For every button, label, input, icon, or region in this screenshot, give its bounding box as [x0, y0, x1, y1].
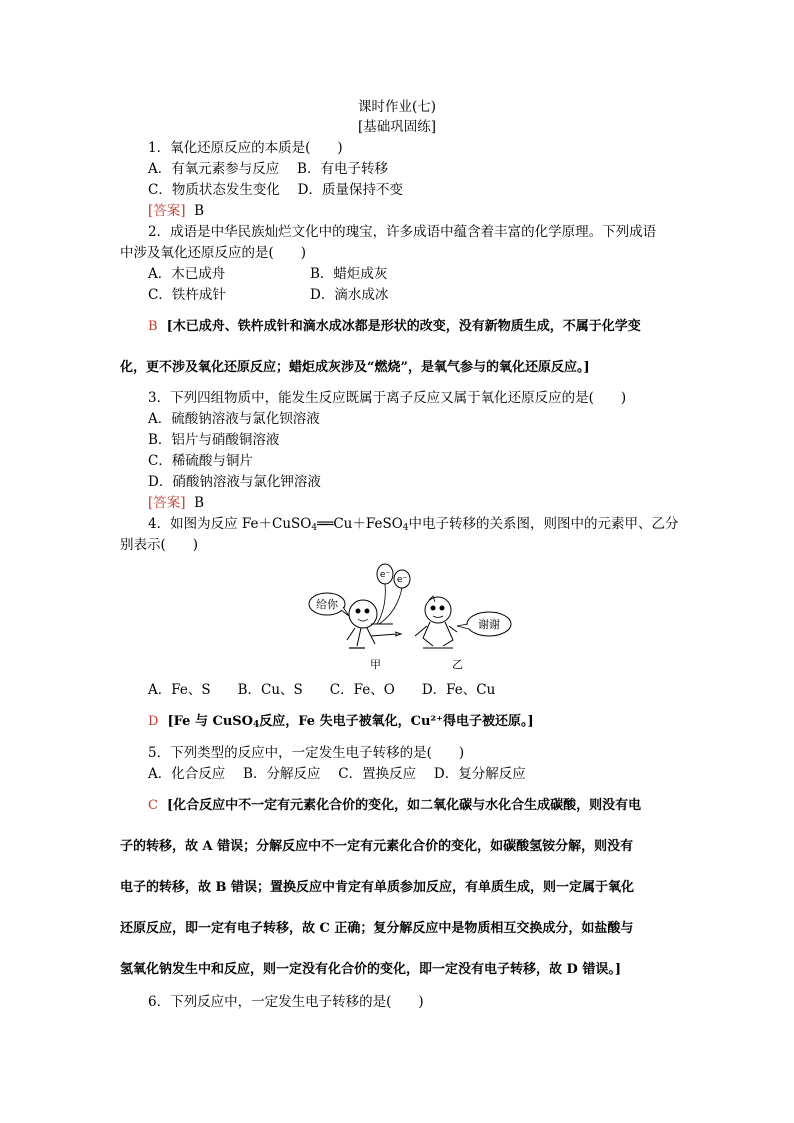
q5-explanation-line3: 电子的转移，故 B 错误；置换反应中肯定有单质参加反应，有单质生成，则一定属于氧化 — [120, 880, 635, 895]
q2-explanation-line2: 化，更不涉及氧化还原反应；蜡炬成灰涉及“燃烧”，是氧气参与的氧化还原反应。] — [120, 360, 590, 375]
q2-option-c: C．铁杵成针 — [148, 287, 226, 303]
answer-value: B — [194, 203, 205, 219]
svg-text:谢谢: 谢谢 — [478, 618, 500, 631]
speech-bubble-left — [309, 593, 349, 616]
q3-answer — [148, 494, 204, 512]
q5-answer: C — [148, 798, 158, 813]
answer-tag: [答案] — [148, 495, 186, 511]
q3-stem: 3．下列四组物质中，能发生反应既属于离子反应又属于氧化还原反应的是( ) — [148, 390, 627, 406]
electron-balloon-1 — [377, 564, 393, 584]
character-jia — [347, 600, 401, 648]
q5-explanation-line2: 子的转移，故 A 错误；分解反应中不一定有元素化合价的变化，如碳酸氢铵分解，则没有 — [120, 839, 634, 854]
q5-explanation-line1: C [化合反应中不一定有元素化合价的变化，如二氧化碳与水化合生成碳酸，则没有电 — [148, 798, 642, 813]
answer-tag: [答案] — [148, 203, 186, 219]
q1-stem: 1．氧化还原反应的本质是( ) — [148, 140, 343, 156]
q3-option-d: D．硝酸钠溶液与氯化钾溶液 — [148, 474, 321, 490]
page-title: 课时作业(七) — [357, 99, 437, 115]
q3-option-c: C．稀硫酸与铜片 — [148, 453, 253, 469]
svg-text:e⁻: e⁻ — [396, 575, 408, 585]
electron-transfer-figure — [305, 562, 515, 672]
q3-option-b: B．铝片与硝酸铜溶液 — [148, 432, 280, 448]
q2-answer: B — [148, 319, 158, 334]
q1-options-cd: C．物质状态发生变化 D．质量保持不变 — [148, 182, 403, 198]
speech-bubble-right — [457, 612, 511, 636]
q5-explanation-line5: 氢氧化钠发生中和反应，则一定没有化合价的变化，即一定没有电子转移，故 D 错误。] — [120, 962, 621, 977]
electron-balloon-2 — [394, 570, 410, 588]
q6-stem: 6．下列反应中，一定发生电子转移的是( ) — [148, 994, 424, 1010]
q4-options: A．Fe、S B．Cu、S C．Fe、O D．Fe、Cu — [148, 682, 496, 698]
q1-answer — [148, 202, 204, 220]
answer-value: B — [194, 495, 205, 511]
q5-explanation-line4: 还原反应，即一定有电子转移，故 C 正确；复分解反应中是物质相互交换成分，如盐酸与 — [120, 921, 634, 936]
q2-stem-line1: 2．成语是中华民族灿烂文化中的瑰宝，许多成语中蕴含着丰富的化学原理。下列成语 — [148, 224, 657, 240]
q2-stem-line2: 中涉及氧化还原反应的是( ) — [120, 245, 307, 261]
q5-stem: 5．下列类型的反应中，一定发生电子转移的是( ) — [148, 745, 465, 761]
character-yi — [415, 596, 457, 648]
label-jia: 甲 — [370, 658, 381, 671]
q2-explanation-line1: B [木已成舟、铁杵成针和滴水成冰都是形状的改变，没有新物质生成，不属于化学变 — [148, 319, 641, 334]
q5-options: A．化合反应 B．分解反应 C．置换反应 D．复分解反应 — [148, 766, 526, 782]
q2-option-d: D．滴水成冰 — [310, 287, 389, 303]
q2-option-b: B．蜡炬成灰 — [310, 266, 388, 282]
q3-option-a: A．硫酸钠溶液与氯化钡溶液 — [148, 411, 320, 427]
q4-stem-line1: 4．如图为反应 Fe＋CuSO$_4$══Cu＋FeSO$_4$中电子转移的关系图，则图中的元素甲、乙分 — [148, 516, 679, 533]
section-title: [基础巩固练] — [357, 119, 437, 135]
q2-option-a: A．木已成舟 — [148, 266, 226, 282]
label-yi: 乙 — [452, 658, 463, 671]
svg-text:给你: 给你 — [316, 598, 338, 611]
q4-explanation: D [Fe 与 CuSO$_4$反应，Fe 失电子被氧化，Cu²⁺得电子被还原。] — [148, 714, 534, 730]
q4-answer: D — [148, 714, 159, 729]
q4-stem-line2: 别表示( ) — [120, 537, 199, 553]
svg-text:e⁻: e⁻ — [379, 570, 391, 580]
q1-options-ab: A．有氧元素参与反应 B．有电子转移 — [148, 161, 388, 177]
